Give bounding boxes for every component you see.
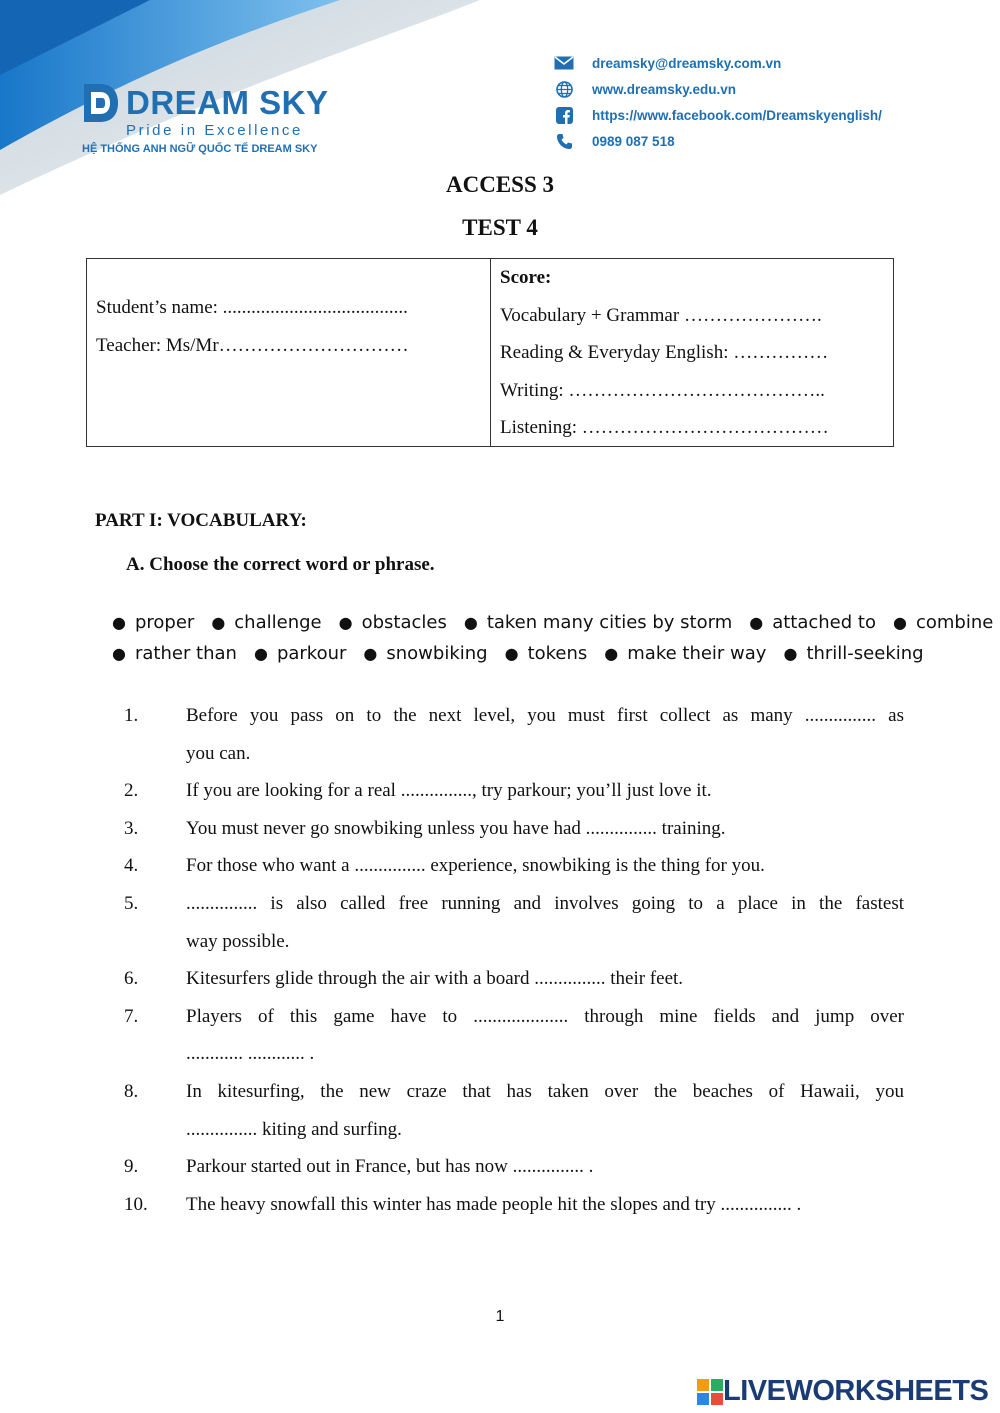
question-number: 9. (124, 1156, 139, 1178)
question-number: 7. (124, 1005, 139, 1027)
question-number: 10. (124, 1193, 148, 1215)
question-item (124, 998, 904, 1073)
bullet-icon: ● (112, 644, 126, 663)
brand-name: DREAM SKY (126, 84, 329, 121)
question-number: 1. (124, 705, 139, 726)
word-bank-item: ● parkour (253, 643, 347, 664)
contact-list (554, 50, 882, 154)
contact-website (554, 76, 882, 102)
question-number: 8. (124, 1080, 139, 1102)
page-number: 1 (495, 1308, 505, 1325)
word-bank-item: ● snowbiking (363, 643, 488, 664)
bullet-icon: ● (749, 613, 764, 632)
question-item (124, 960, 904, 998)
word-bank-item: ● thrill-seeking (783, 643, 924, 664)
question-item (124, 1186, 904, 1224)
test-title: TEST 4 (462, 215, 538, 240)
question-text[interactable]: ............... is also called free running and involves going to a place in the fastest way possible. (186, 892, 904, 952)
part-heading: PART I: VOCABULARY: (95, 510, 307, 531)
word-bank-item: ● taken many cities by storm (463, 612, 733, 633)
phone-icon (554, 131, 574, 151)
score-listening[interactable]: Listening: ………………………………… (500, 417, 829, 438)
question-item (124, 810, 904, 848)
bullet-icon: ● (783, 644, 798, 663)
score-label: Score: (500, 267, 552, 288)
question-text[interactable]: Kitesurfers glide through the air with a board ............... their feet. (186, 968, 684, 990)
contact-email (554, 50, 882, 76)
brand-tagline: Pride in Excellence (126, 122, 303, 139)
contact-website-text[interactable]: www.dreamsky.edu.vn (592, 81, 737, 97)
contact-facebook-text[interactable]: https://www.facebook.com/Dreamskyenglish/ (592, 107, 882, 123)
question-number: 5. (124, 892, 139, 914)
word-bank-item: ● proper (112, 612, 195, 633)
question-number: 6. (124, 968, 139, 990)
question-item (124, 1073, 904, 1148)
liveworksheets-wordmark: LIVEWORKSHEETS (723, 1375, 989, 1407)
question-item (124, 847, 904, 885)
facebook-icon (554, 105, 574, 125)
word-bank-row-1 (112, 612, 1000, 633)
contact-phone-text[interactable]: 0989 087 518 (592, 133, 675, 149)
liveworksheets-icon (697, 1379, 723, 1405)
score-writing[interactable]: Writing: ………………………………….. (500, 379, 825, 401)
teacher-field[interactable]: Teacher: Ms/Mr………………………… (96, 334, 409, 356)
question-number: 2. (124, 780, 139, 802)
question-text[interactable]: For those who want a ............... experience, snowbiking is the thing for you. (186, 855, 765, 877)
question-item (124, 772, 904, 810)
question-text[interactable]: Parkour started out in France, but has now ............... . (186, 1156, 594, 1178)
question-text[interactable]: Players of this game have to .................... through mine fields and jump over ............ ............ . (186, 1005, 904, 1065)
student-info-column (87, 259, 491, 446)
question-number: 3. (124, 817, 139, 839)
question-list (124, 697, 904, 1223)
score-column (491, 259, 893, 446)
contact-facebook (554, 102, 882, 128)
word-bank-item: ● tokens (504, 643, 588, 664)
student-info-table (86, 258, 894, 447)
document-title: ACCESS 3 (445, 172, 554, 197)
question-text[interactable]: The heavy snowfall this winter has made people hit the slopes and try ............... . (186, 1193, 802, 1215)
score-reading[interactable]: Reading & Everyday English: …………… (500, 342, 829, 363)
word-bank-item: ● make their way (604, 643, 767, 664)
globe-icon (554, 79, 574, 99)
student-name-field[interactable]: Student’s name: ....................................... (96, 297, 408, 318)
bullet-icon: ● (504, 644, 519, 663)
question-item (124, 697, 904, 772)
word-bank-item: ● obstacles (338, 612, 447, 633)
brand-subline: HỆ THỐNG ANH NGỮ QUỐC TẾ DREAM SKY (82, 143, 318, 155)
question-text[interactable]: You must never go snowbiking unless you have had ............... training. (186, 817, 726, 839)
question-text[interactable]: Before you pass on to the next level, you must first collect as many ............... as you can. (186, 705, 904, 764)
section-instruction: A. Choose the correct word or phrase. (126, 554, 435, 575)
word-bank-row-2 (112, 643, 941, 664)
bullet-icon: ● (112, 613, 126, 632)
dream-sky-logo (82, 80, 329, 155)
question-item (124, 1148, 904, 1186)
question-text[interactable]: In kitesurfing, the new craze that has taken over the beaches of Hawaii, you ............... kiting and surfing. (186, 1080, 904, 1140)
word-bank-item: ● challenge (211, 612, 322, 633)
word-bank-item: ● combine (892, 612, 994, 633)
contact-phone (554, 128, 882, 154)
liveworksheets-logo (697, 1375, 988, 1408)
word-bank-item: ● attached to (749, 612, 876, 633)
bullet-icon: ● (338, 613, 353, 632)
bullet-icon: ● (604, 644, 619, 663)
bullet-icon: ● (463, 613, 478, 632)
logo-mark-icon (82, 80, 120, 126)
score-vocabulary-grammar[interactable]: Vocabulary + Grammar …………………. (500, 304, 822, 326)
contact-email-text[interactable]: dreamsky@dreamsky.com.vn (592, 55, 782, 71)
word-bank-item: ● rather than (112, 643, 237, 664)
bullet-icon: ● (363, 644, 378, 663)
question-item (124, 885, 904, 960)
question-text[interactable]: If you are looking for a real ..............., try parkour; you’ll just love it. (186, 780, 712, 802)
bullet-icon: ● (892, 613, 907, 632)
bullet-icon: ● (253, 644, 268, 663)
mail-icon (554, 53, 574, 73)
question-number: 4. (124, 855, 139, 877)
bullet-icon: ● (211, 613, 226, 632)
